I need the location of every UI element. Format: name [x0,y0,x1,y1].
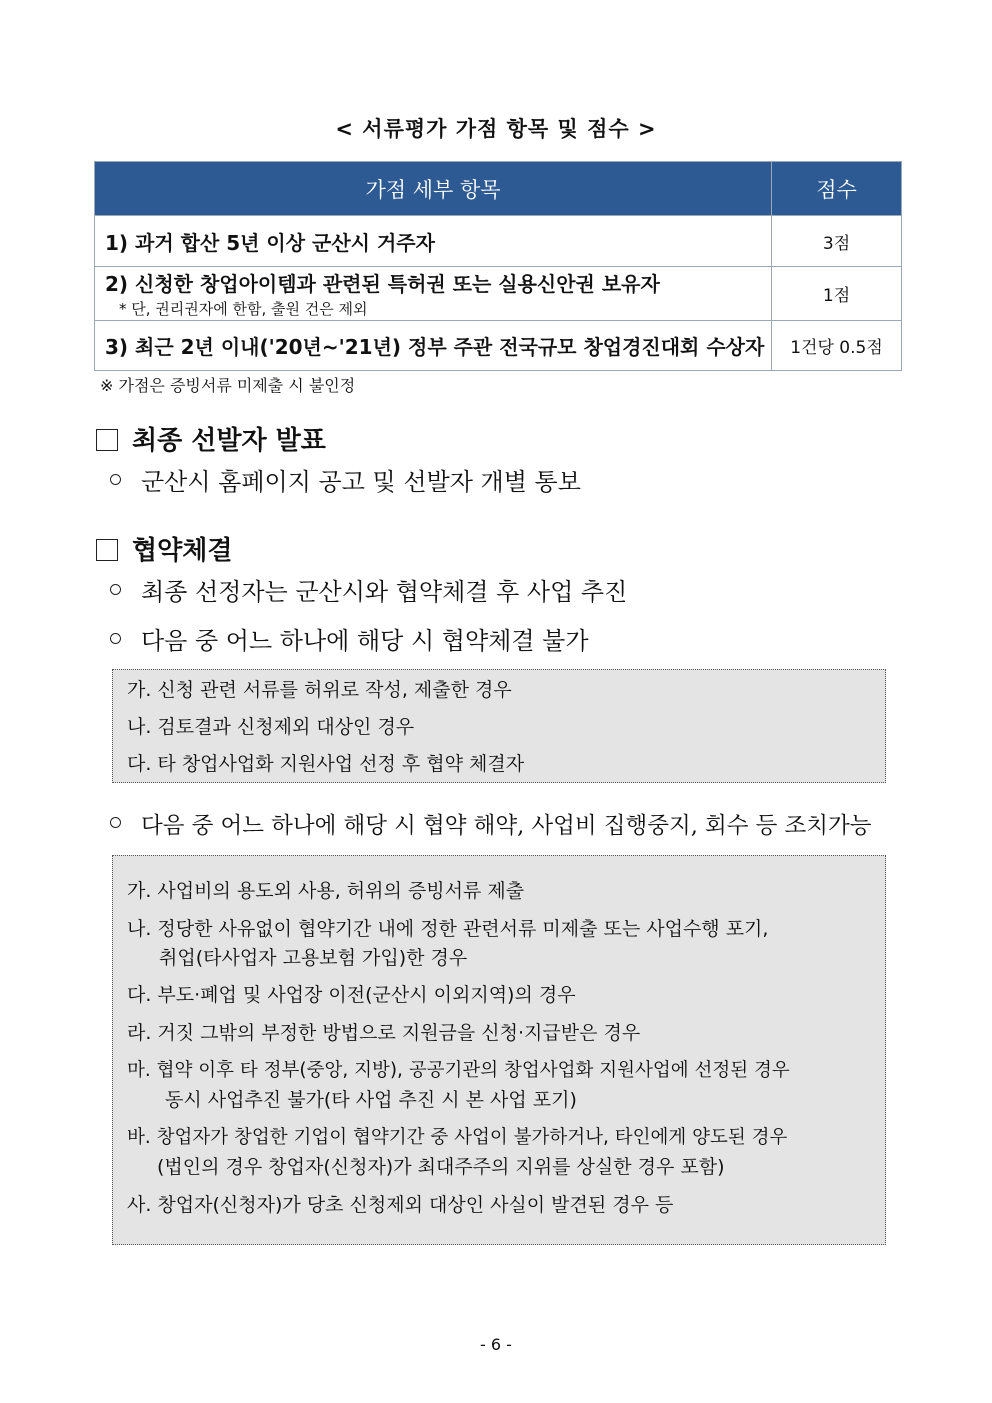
checkbox-square-icon [96,539,118,561]
bullet-item [110,808,871,840]
circle-bullet-icon [110,817,121,828]
bullet-item [110,621,589,656]
row-item: 1) 과거 합산 5년 이상 군산시 거주자 [95,216,772,267]
row-score: 3점 [772,216,902,267]
header-item: 가점 세부 항목 [95,162,772,216]
list-item-continued: (법인의 경우 창업자(신청자)가 최대주주의 지위를 상실한 경우 포함) [157,1156,725,1178]
table-title: < 서류평가 가점 항목 및 점수 > [335,117,657,141]
disqualification-box [112,669,886,783]
bullet-text: 다음 중 어느 하나에 해당 시 협약체결 불가 [141,627,589,655]
table-header-row [95,162,902,216]
bullet-text: 다음 중 어느 하나에 해당 시 협약 해약, 사업비 집행중지, 회수 등 조치가능 [141,813,872,839]
page-number: - 6 - [480,1335,512,1354]
row-item: 3) 최근 2년 이내('20년~'21년) 정부 주관 전국규모 창업경진대회 수상자 [95,321,772,371]
section-title: 협약체결 [132,536,233,566]
circle-bullet-icon [110,584,121,595]
list-item: 가. 신청 관련 서류를 허위로 작성, 제출한 경우 [127,679,512,701]
list-item: 나. 정당한 사유없이 협약기간 내에 정한 관련서류 미제출 또는 사업수행 포기, [127,918,769,940]
checkbox-square-icon [96,429,118,451]
row-score: 1건당 0.5점 [772,321,902,371]
list-item: 다. 타 창업사업화 지원사업 선정 후 협약 체결자 [127,753,525,775]
table-row [95,321,902,371]
row-item: 2) 신청한 창업아이템과 관련된 특허권 또는 실용신안권 보유자 [105,272,660,296]
section-title: 최종 선발자 발표 [132,426,326,456]
header-score: 점수 [772,162,902,216]
bullet-text: 최종 선정자는 군산시와 협약체결 후 사업 추진 [141,578,628,606]
section-heading-agreement [96,530,232,567]
list-item: 마. 협약 이후 타 정부(중앙, 지방), 공공기관의 창업사업화 지원사업에 선정된 경우 [127,1060,790,1081]
list-item: 바. 창업자가 창업한 기업이 협약기간 중 사업이 불가하거나, 타인에게 양도된 경우 [127,1127,788,1148]
circle-bullet-icon [110,633,121,644]
list-item: 다. 부도·폐업 및 사업장 이전(군산시 이외지역)의 경우 [127,984,576,1006]
bullet-item [110,572,627,607]
bullet-item [110,462,581,497]
circle-bullet-icon [110,474,121,485]
row-item-cell [95,267,772,321]
list-item-continued: 동시 사업추진 불가(타 사업 추진 시 본 사업 포기) [165,1089,577,1111]
termination-box [112,855,886,1245]
list-item: 사. 창업자(신청자)가 당초 신청제외 대상인 사실이 발견된 경우 등 [127,1194,674,1216]
bonus-score-table [94,161,902,371]
table-row [95,267,902,321]
section-heading-final-selection [96,420,326,457]
table-row [95,216,902,267]
list-item: 가. 사업비의 용도외 사용, 허위의 증빙서류 제출 [127,880,525,902]
row-score: 1점 [772,267,902,321]
list-item: 라. 거짓 그밖의 부정한 방법으로 지원금을 신청·지급받은 경우 [127,1022,641,1044]
row-note: * 단, 권리권자에 한함, 출원 건은 제외 [119,300,368,318]
bullet-text: 군산시 홈페이지 공고 및 선발자 개별 통보 [141,468,581,496]
list-item-continued: 취업(타사업자 고용보험 가입)한 경우 [159,947,468,969]
list-item: 나. 검토결과 신청제외 대상인 경우 [127,716,415,738]
table-note: ※ 가점은 증빙서류 미제출 시 불인정 [100,376,356,395]
